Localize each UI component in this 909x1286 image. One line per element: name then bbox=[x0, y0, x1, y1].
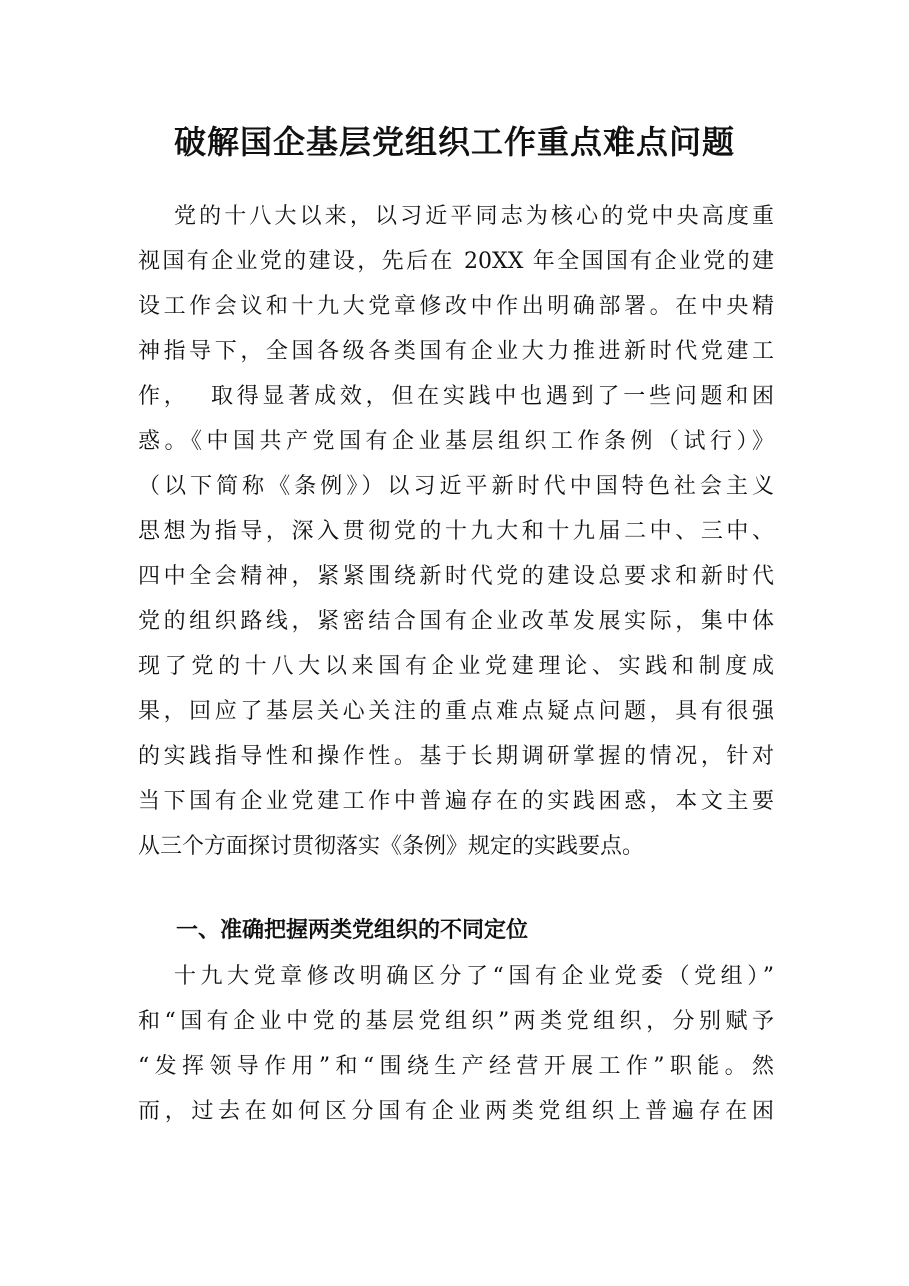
paragraph-line: 四中全会精神，紧紧围绕新时代党的建设总要求和新时代 bbox=[138, 564, 774, 589]
paragraph-line: 党的组织路线，紧密结合国有企业改革发展实际，集中体 bbox=[138, 609, 774, 634]
document-title: 破解国企基层党组织工作重点难点问题 bbox=[173, 123, 735, 161]
paragraph-line: 果，回应了基层关心关注的重点难点疑点问题，具有很强 bbox=[138, 699, 774, 724]
intro-paragraph bbox=[138, 194, 774, 869]
paragraph-line: 作， 取得显著成效，但在实践中也遇到了一些问题和困 bbox=[138, 384, 774, 409]
paragraph-line: 而，过去在如何区分国有企业两类党组织上普遍存在困 bbox=[138, 1099, 774, 1124]
paragraph-line: 当下国有企业党建工作中普遍存在的实践困惑，本文主要 bbox=[138, 789, 774, 814]
paragraph-line: 视国有企业党的建设，先后在 20XX 年全国国有企业党的建 bbox=[138, 249, 774, 274]
paragraph-line: 设工作会议和十九大党章修改中作出明确部署。在中央精 bbox=[138, 294, 774, 319]
section-paragraph bbox=[138, 954, 774, 1134]
paragraph-line: 的实践指导性和操作性。基于长期调研掌握的情况，针对 bbox=[138, 744, 774, 769]
paragraph-line: 思想为指导，深入贯彻党的十九大和十九届二中、三中、 bbox=[138, 519, 774, 544]
paragraph-line: （以下简称《条例》）以习近平新时代中国特色社会主义 bbox=[138, 474, 774, 499]
paragraph-line: 和“国有企业中党的基层党组织”两类党组织，分别赋予 bbox=[138, 1009, 774, 1034]
paragraph-line: 现了党的十八大以来国有企业党建理论、实践和制度成 bbox=[138, 654, 774, 679]
paragraph-line: 神指导下，全国各级各类国有企业大力推进新时代党建工 bbox=[138, 339, 774, 364]
paragraph-line: 党的十八大以来，以习近平同志为核心的党中央高度重 bbox=[174, 204, 774, 229]
paragraph-line: “发挥领导作用”和“围绕生产经营开展工作”职能。然 bbox=[138, 1054, 774, 1079]
section-heading: 一、准确把握两类党组织的不同定位 bbox=[176, 918, 529, 943]
paragraph-line: 惑。《中国共产党国有企业基层组织工作条例（试行）》 bbox=[138, 429, 774, 454]
paragraph-line: 十九大党章修改明确区分了“国有企业党委（党组）” bbox=[174, 964, 774, 989]
paragraph-line: 从三个方面探讨贯彻落实《条例》规定的实践要点。 bbox=[138, 834, 645, 859]
